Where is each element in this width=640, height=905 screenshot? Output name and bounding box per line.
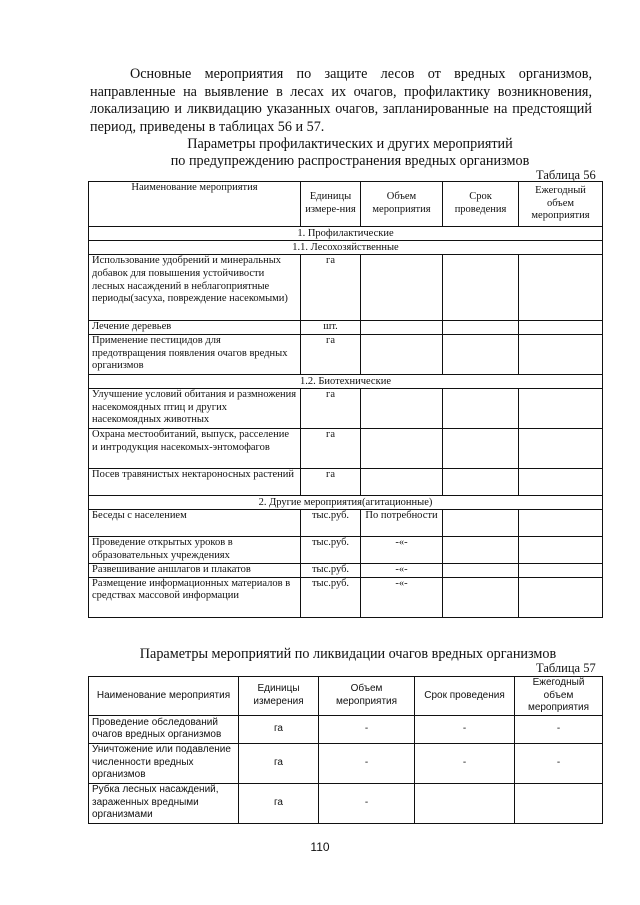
header-unit: Единицы измерения xyxy=(239,677,319,716)
row-term: - xyxy=(415,743,515,783)
row-name: Развешивание аншлагов и плакатов xyxy=(89,563,301,577)
page-number: 110 xyxy=(310,840,330,854)
row-term xyxy=(443,536,519,563)
row-unit: га xyxy=(301,388,361,428)
row-annual xyxy=(519,577,603,617)
header-name: Наименование мероприятия xyxy=(89,677,239,716)
row-name: Использование удобрений и минеральных добавок для повышения устойчивости лесных насаждений в неблагоприятные периоды(засуха, повреждение насекомыми) xyxy=(89,255,301,321)
row-term xyxy=(443,577,519,617)
row-term xyxy=(443,255,519,321)
header-term: Срок проведения xyxy=(415,677,515,716)
row-name: Уничтожение или подавление численности вредных организмов xyxy=(89,743,239,783)
table-56 xyxy=(88,181,603,618)
table-row xyxy=(89,428,603,468)
row-annual xyxy=(519,428,603,468)
row-term xyxy=(415,783,515,823)
row-annual xyxy=(519,388,603,428)
row-term xyxy=(443,509,519,536)
row-name: Применение пестицидов для предотвращения появления очагов вредных организмов xyxy=(89,334,301,374)
row-annual: - xyxy=(515,743,603,783)
table-row xyxy=(89,577,603,617)
row-annual xyxy=(519,563,603,577)
row-term xyxy=(443,334,519,374)
row-volume xyxy=(361,428,443,468)
table-57 xyxy=(88,676,603,824)
table-row xyxy=(89,509,603,536)
section-row xyxy=(89,241,603,255)
row-volume xyxy=(361,334,443,374)
row-term xyxy=(443,468,519,495)
row-name: Улучшение условий обитания и размножения насекомоядных птиц и других насекомоядных животных xyxy=(89,388,301,428)
row-annual: - xyxy=(515,715,603,743)
header-name: Наименование мероприятия xyxy=(89,182,301,227)
row-name: Размещение информационных материалов в средствах массовой информации xyxy=(89,577,301,617)
row-term: - xyxy=(415,715,515,743)
row-annual xyxy=(519,468,603,495)
section-other: 2. Другие мероприятия(агитационные) xyxy=(89,495,603,509)
table-row xyxy=(89,334,603,374)
row-unit: тыс.руб. xyxy=(301,536,361,563)
section-row xyxy=(89,227,603,241)
table-row xyxy=(89,783,603,823)
row-unit: га xyxy=(301,334,361,374)
table56-title-line2: по предупреждению распространения вредных организмов xyxy=(170,153,530,169)
table-row xyxy=(89,468,603,495)
table56-title xyxy=(90,136,610,170)
row-volume: По потребности xyxy=(361,509,443,536)
row-annual xyxy=(519,321,603,335)
row-annual xyxy=(519,536,603,563)
row-volume: -«- xyxy=(361,536,443,563)
row-volume: -«- xyxy=(361,577,443,617)
section-row xyxy=(89,495,603,509)
row-annual xyxy=(515,783,603,823)
header-term: Срок проведения xyxy=(443,182,519,227)
table-header-row xyxy=(89,677,603,716)
row-name: Посев травянистых нектароносных растений xyxy=(89,468,301,495)
table-row xyxy=(89,536,603,563)
table56-title-line1: Параметры профилактических и других мероприятий xyxy=(187,136,513,152)
header-annual: Ежегодный объем мероприятия xyxy=(519,182,603,227)
row-volume xyxy=(361,468,443,495)
table57-caption: Таблица 57 xyxy=(536,661,596,675)
row-unit: шт. xyxy=(301,321,361,335)
table-header-row xyxy=(89,182,603,227)
row-unit: га xyxy=(301,428,361,468)
row-volume xyxy=(361,255,443,321)
row-name: Лечение деревьев xyxy=(89,321,301,335)
section-silvicultural: 1.1. Лесохозяйственные xyxy=(89,241,603,255)
row-unit: тыс.руб. xyxy=(301,509,361,536)
row-term xyxy=(443,563,519,577)
section-row xyxy=(89,374,603,388)
table57-title: Параметры мероприятий по ликвидации очагов вредных организмов xyxy=(139,646,557,662)
header-annual: Ежегодный объем мероприятия xyxy=(515,677,603,716)
row-term xyxy=(443,321,519,335)
row-term xyxy=(443,428,519,468)
header-unit: Единицы измере-ния xyxy=(301,182,361,227)
row-name: Проведение открытых уроков в образовательных учреждениях xyxy=(89,536,301,563)
row-volume: - xyxy=(319,715,415,743)
row-annual xyxy=(519,255,603,321)
intro-text: Основные мероприятия по защите лесов от вредных организмов, направленные на выявление в лесах их очагов, профилактику возникновения, локализацию и ликвидацию указанных очагов, запланированные на предстоящий период, приведены в таблицах 56 и 57. xyxy=(90,66,592,135)
header-volume: Объем мероприятия xyxy=(319,677,415,716)
row-unit: га xyxy=(301,255,361,321)
row-volume xyxy=(361,321,443,335)
table-row xyxy=(89,321,603,335)
table-row xyxy=(89,743,603,783)
row-volume: -«- xyxy=(361,563,443,577)
row-name: Рубка лесных насаждений, зараженных вредными организмами xyxy=(89,783,239,823)
row-term xyxy=(443,388,519,428)
table56-caption: Таблица 56 xyxy=(536,168,596,182)
header-volume: Объем мероприятия xyxy=(361,182,443,227)
section-preventive: 1. Профилактические xyxy=(89,227,603,241)
row-unit: тыс.руб. xyxy=(301,577,361,617)
table-row xyxy=(89,563,603,577)
row-name: Охрана местообитаний, выпуск, расселение и интродукция насекомых-энтомофагов xyxy=(89,428,301,468)
intro-paragraph xyxy=(90,66,592,136)
table-row xyxy=(89,715,603,743)
row-unit: га xyxy=(239,783,319,823)
row-name: Проведение обследований очагов вредных организмов xyxy=(89,715,239,743)
row-unit: га xyxy=(239,743,319,783)
table-row xyxy=(89,388,603,428)
row-unit: га xyxy=(301,468,361,495)
row-volume xyxy=(361,388,443,428)
row-volume: - xyxy=(319,783,415,823)
row-annual xyxy=(519,334,603,374)
row-name: Беседы с населением xyxy=(89,509,301,536)
row-unit: тыс.руб. xyxy=(301,563,361,577)
row-unit: га xyxy=(239,715,319,743)
table-row xyxy=(89,255,603,321)
row-annual xyxy=(519,509,603,536)
row-volume: - xyxy=(319,743,415,783)
section-biotechnical: 1.2. Биотехнические xyxy=(89,374,603,388)
